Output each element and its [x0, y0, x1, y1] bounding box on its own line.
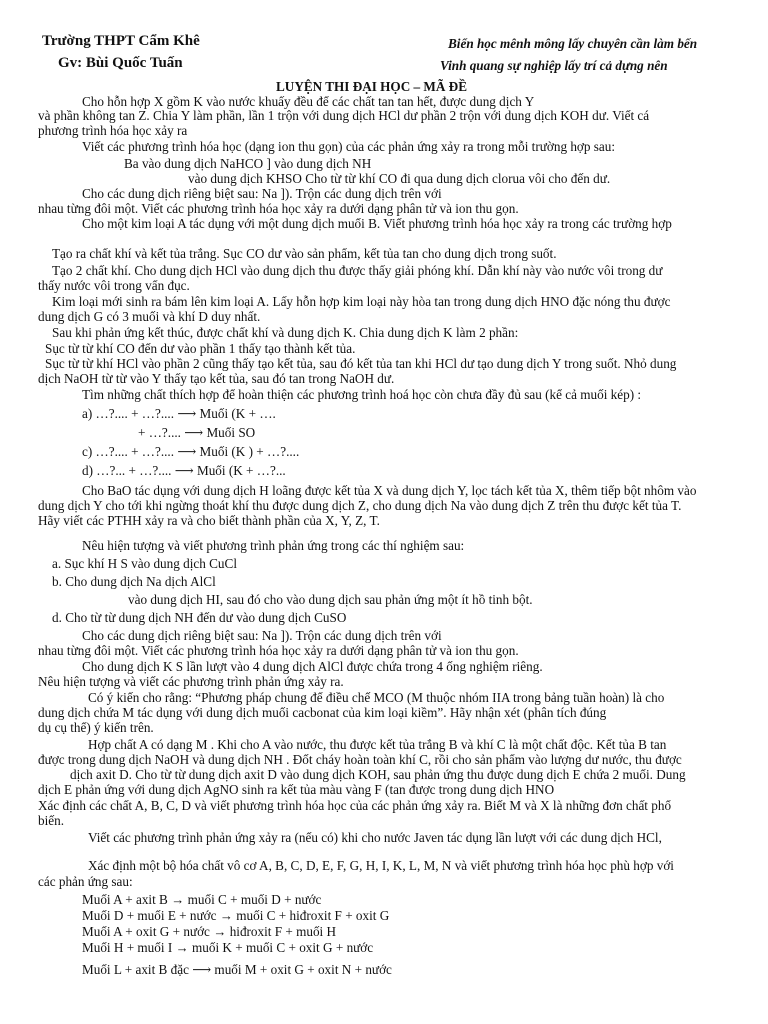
equation-line: Muối D + muối E + nước → muối C + hiđroxit F + oxit G	[82, 908, 390, 923]
text-line: Xác định một bộ hóa chất vô cơ A, B, C, D, E, F, G, H, I, K, L, M, N và viết phương trình hóa học phù hợp với	[88, 858, 674, 873]
equation-line: Muối A + oxit G + nước → hiđroxit F + muối H	[82, 924, 337, 939]
text-line: Ba vào dung dịch NaHCO ] vào dung dịch NH	[124, 156, 372, 171]
equation-line: Muối A + axit B → muối C + muối D + nước	[82, 892, 322, 907]
text-line: dụ cụ thể) ý kiến trên.	[38, 720, 154, 735]
text-line: các phản ứng sau:	[38, 874, 133, 889]
text-line: Nêu hiện tượng và viết phương trình phản ứng trong các thí nghiệm sau:	[82, 538, 465, 553]
text-line: b. Cho dung dịch Na dịch AlCl	[52, 574, 216, 589]
text-line: nhau từng đôi một. Viết các phương trình hóa học xảy ra dưới dạng phân tử và ion thu gọn.	[38, 201, 519, 216]
text-line: dịch E phản ứng với dung dịch AgNO sinh ra kết tủa màu vàng F (tan được trong dung dịch HNO	[38, 782, 555, 797]
text-line: Cho một kim loại A tác dụng với một dung dịch muối B. Viết phương trình hóa học xảy ra trong các trường hợp	[82, 216, 672, 231]
text-line: phương trình hóa học xảy ra	[38, 123, 188, 138]
page-title: LUYỆN THI ĐẠI HỌC – MÃ ĐỀ	[276, 79, 467, 94]
text-line: Hãy viết các PTHH xảy ra và cho biết thành phần của X, Y, Z, T.	[38, 513, 380, 528]
text-line: Kim loại mới sinh ra bám lên kim loại A. Lấy hỗn hợp kim loại này hòa tan trong dung dịch HNO đặc nóng thu được	[52, 294, 671, 309]
text-line: Cho các dung dịch riêng biệt sau: Na ]). Trộn các dung dịch trên với	[82, 186, 442, 201]
teacher-name: Gv: Bùi Quốc Tuấn	[58, 55, 183, 71]
school-name: Trường THPT Cẩm Khê	[42, 33, 200, 49]
text-line: Cho hỗn hợp X gồm K vào nước khuấy đều để các chất tan tan hết, được dung dịch Y	[82, 94, 535, 109]
text-line: dịch NaOH từ từ vào Y thấy tạo kết tủa, sau đó tan trong NaOH dư.	[38, 371, 395, 386]
text-line: Xác định các chất A, B, C, D và viết phương trình hóa học của các phản ứng xảy ra. Biết M và X là những đơn chất phổ	[38, 798, 672, 813]
equation-line: Muối L + axit B đặc ⟶ muối M + oxit G + oxit N + nước	[82, 962, 392, 977]
text-line: d. Cho từ từ dung dịch NH đến dư vào dung dịch CuSO	[52, 610, 347, 625]
motto-line-2: Vinh quang sự nghiệp lấy trí cả dựng nên	[440, 58, 668, 73]
text-line: và phần không tan Z. Chia Y làm phần, lần 1 trộn với dung dịch HCl dư phần 2 trộn với dung dịch KOH dư. Viết cá	[38, 108, 650, 123]
text-line: Cho BaO tác dụng với dung dịch H loãng được kết tủa X và dung dịch Y, lọc tách kết tủa X, thêm tiếp bột nhôm vào	[82, 483, 697, 498]
text-line: dung dịch Y cho tới khi ngừng thoát khí thu được dung dịch Z, cho dung dịch Na vào dung dịch Z trên thu được kết tủa T.	[38, 498, 682, 513]
text-line: a. Sục khí H S vào dung dịch CuCl	[52, 556, 237, 571]
text-line: Sục từ từ khí HCl vào phần 2 cũng thấy tạo kết tủa, sau đó kết tủa tan khi HCl dư tạo dung dịch Y trong suốt. Nhỏ dung	[45, 356, 677, 371]
text-line: Viết các phương trình phản ứng xảy ra (nếu có) khi cho nước Javen tác dụng lần lượt với các dung dịch HCl,	[88, 830, 662, 845]
text-line: Sục từ từ khí CO đến dư vào phần 1 thấy tạo thành kết tủa.	[45, 341, 356, 356]
text-line: Tạo 2 chất khí. Cho dung dịch HCl vào dung dịch thu được thấy giải phóng khí. Dẫn khí này vào nước vôi trong dư	[52, 263, 663, 278]
text-line: thấy nước vôi trong vẩn đục.	[38, 278, 190, 293]
text-line: biến.	[38, 813, 65, 828]
text-line: Tìm những chất thích hợp để hoàn thiện các phương trình hoá học còn chưa đầy đủ sau (kể cả muối kép) :	[82, 387, 642, 402]
text-line: vào dung dịch KHSO Cho từ từ khí CO đi qua dung dịch clorua vôi cho đến dư.	[188, 171, 611, 186]
text-line: Viết các phương trình hóa học (dạng ion thu gọn) của các phản ứng xảy ra trong mỗi trường hợp sau:	[82, 139, 616, 154]
text-line: Hợp chất A có dạng M . Khi cho A vào nước, thu được kết tủa trắng B và khí C là một chất độc. Kết tủa B tan	[88, 737, 667, 752]
text-line: nhau từng đôi một. Viết các phương trình hóa học xảy ra dưới dạng phân tử và ion thu gọn.	[38, 643, 519, 658]
equation-line: d) …?... + …?.... ⟶ Muối (K + …?...	[82, 463, 286, 478]
text-line: vào dung dịch HI, sau đó cho vào dung dịch sau phản ứng một ít hồ tinh bột.	[128, 592, 533, 607]
equation-line: a) …?.... + …?.... ⟶ Muối (K + ….	[82, 406, 276, 421]
equation-line: + …?.... ⟶ Muối SO	[138, 425, 256, 440]
text-line: Có ý kiến cho rằng: “Phương pháp chung để điều chế MCO (M thuộc nhóm IIA trong bảng tuần hoàn) là cho	[88, 690, 665, 705]
text-line: được trong dung dịch NaOH và dung dịch NH . Đốt cháy hoàn toàn khí C, rồi cho sản phẩm vào lượng dư nước, thu được	[38, 752, 682, 767]
motto-line-1: Biển học mênh mông lấy chuyên cần làm bến	[448, 36, 698, 51]
text-line: Nêu hiện tượng và viết các phương trình phản ứng xảy ra.	[38, 674, 344, 689]
equation-line: c) …?.... + …?.... ⟶ Muối (K ) + …?....	[82, 444, 300, 459]
equation-line: Muối H + muối I → muối K + muối C + oxit G + nước	[82, 940, 374, 955]
text-line: dịch axit D. Cho từ từ dung dịch axit D vào dung dịch KOH, sau phản ứng thu được dung dịch E chứa 2 muối. Dung	[70, 767, 686, 782]
text-line: Sau khi phản ứng kết thúc, được chất khí và dung dịch K. Chia dung dịch K làm 2 phần:	[52, 325, 519, 340]
text-line: Cho dung dịch K S lần lượt vào 4 dung dịch AlCl được chứa trong 4 ống nghiệm riêng.	[82, 659, 543, 674]
text-line: Tạo ra chất khí và kết tủa trắng. Sục CO dư vào sản phẩm, kết tủa tan cho dung dịch trong suốt.	[52, 246, 557, 261]
text-line: dung dịch chứa M tác dụng với dung dịch muối cacbonat của kim loại kiềm”. Hãy nhận xét (phân tích đúng	[38, 705, 607, 720]
text-line: dung dịch G có 3 muối và khí D duy nhất.	[38, 309, 261, 324]
text-line: Cho các dung dịch riêng biệt sau: Na ]). Trộn các dung dịch trên với	[82, 628, 442, 643]
